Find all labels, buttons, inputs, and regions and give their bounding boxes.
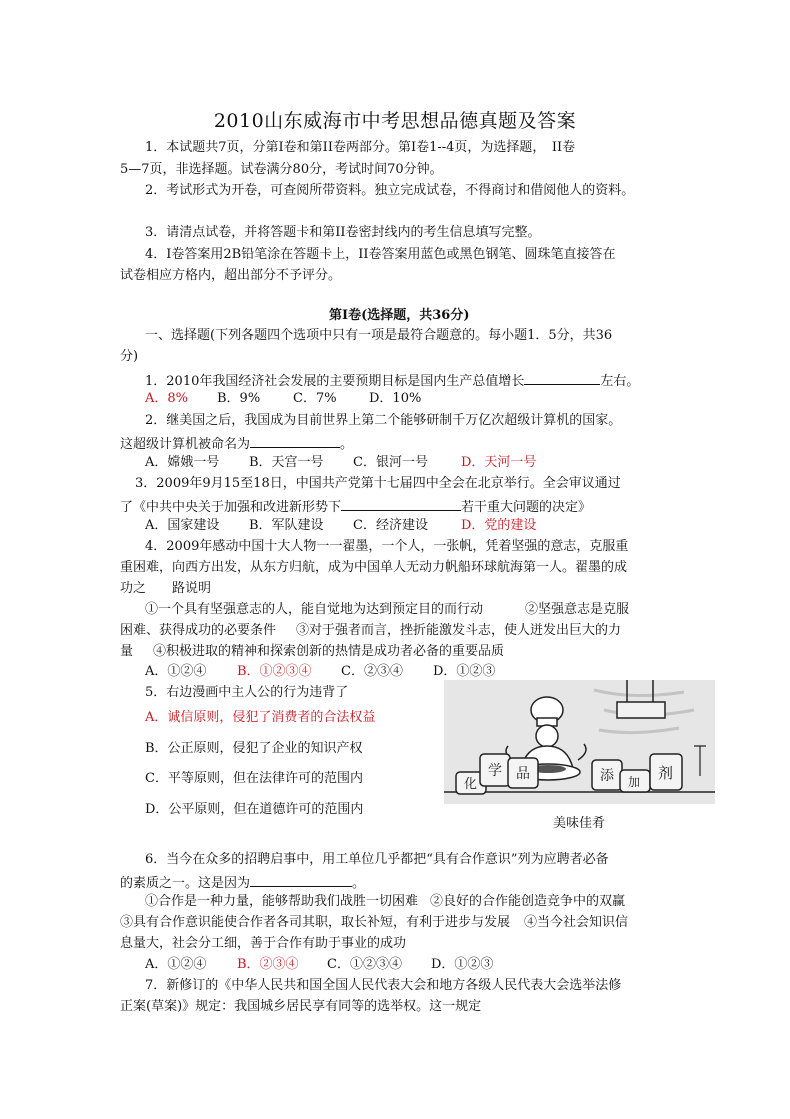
option-c: C．②③④: [341, 664, 403, 679]
question-4-items-line3: [120, 644, 504, 660]
question-3-stem-text: 了《中共中央关于加强和改进新形势下: [120, 500, 342, 515]
option-c: C．①②③④: [327, 957, 402, 972]
option-d: D．①②③: [433, 664, 496, 679]
statement-3: ③具有合作意识能使合作者各司其职，取长补短，有利于进步与发展: [120, 915, 511, 930]
question-6-stem-cont: [120, 873, 365, 892]
section-intro-cont: 分): [120, 349, 139, 364]
question-3-options: [145, 518, 536, 534]
cartoon-label-5: 加: [628, 775, 641, 789]
question-4-stem-2: 重困难，向西方出发，从东方归航，成为中国单人无动力帆船环球航海第一人。翟墨的成: [120, 560, 628, 575]
option-b: B．天宫一号: [249, 455, 324, 470]
instruction-2: 2．考试形式为开卷，可查阅所带资料。独立完成试卷，不得商讨和借阅他人的资料。: [145, 183, 635, 198]
question-1-stem: [145, 371, 639, 390]
cartoon-caption: 美味佳肴: [553, 816, 606, 831]
statement-4: ④积极进取的精神和探索创新的热情是成功者必备的重要品质: [153, 644, 505, 659]
option-a: A．①②④: [145, 664, 207, 679]
option-d: D．公平原则，但在道德许可的范围内: [145, 802, 364, 817]
question-6-stem: 6．当今在众多的招聘启事中，用工单位几乎都把“具有合作意识”列为应聘者必备: [145, 852, 609, 867]
question-4-items-line2: [120, 623, 621, 639]
answer-blank: [250, 873, 352, 887]
answer-blank: [250, 434, 340, 448]
cartoon-illustration: [444, 680, 715, 804]
option-a: A．国家建设: [145, 518, 220, 533]
option-c: C．平等原则，但在法律许可的范围内: [145, 771, 363, 786]
statement-1: ①合作是一种力量，能够帮助我们战胜一切困难: [145, 894, 419, 909]
question-6-items-line3: 息量大，社会分工细，善于合作有助于事业的成功: [120, 936, 407, 951]
answer-blank: [524, 371, 600, 385]
question-6-stem-end: 。: [352, 876, 366, 891]
question-6-stem-text: 的素质之一。这是因为: [120, 876, 251, 891]
question-2-stem-cont: [120, 434, 353, 453]
option-c: C．银河一号: [353, 455, 428, 470]
statement-2: ②坚强意志是克服: [525, 602, 630, 617]
question-3-stem-end: 若干重大问题的决定》: [461, 500, 592, 515]
question-6-items-line2: [120, 915, 628, 931]
instruction-4: 4．I卷答案用2B铅笔涂在答题卡上，II卷答案用蓝色或黑色钢笔、圆珠笔直接答在: [145, 247, 616, 262]
option-c: C．7%: [293, 391, 337, 406]
section-title: 第Ⅰ卷(选择题，共36分): [329, 308, 470, 323]
option-d: D．天河一号: [461, 455, 537, 470]
statement-3-cont: 量: [120, 644, 134, 659]
instruction-1-cont: 5—7页，非选择题。试卷满分80分，考试时间70分钟。: [120, 162, 443, 177]
cartoon-label-2: 学: [488, 763, 502, 779]
option-b: B．①②③④: [237, 664, 312, 679]
question-4-stem-3: 功之 路说明: [120, 581, 212, 596]
question-3-stem-cont: [120, 497, 591, 516]
statement-1: ①一个具有坚强意志的人，能自觉地为达到预定目的而行动: [145, 602, 484, 617]
cartoon-label-3: 品: [516, 766, 530, 782]
statement-4: ④当今社会知识信: [524, 915, 629, 930]
question-4-options: [145, 664, 495, 680]
question-1-stem-end: 左右。: [600, 374, 640, 389]
question-5-stem: 5．右边漫画中主人公的行为违背了: [145, 685, 349, 700]
option-b: B．9%: [217, 391, 261, 406]
cartoon-label-6: 剂: [658, 764, 674, 782]
option-a: A．①②④: [145, 957, 207, 972]
question-4-items-line1: [145, 602, 629, 618]
cartoon-label-1: 化: [464, 777, 478, 792]
question-2-options: [145, 455, 536, 471]
answer-blank: [341, 497, 461, 511]
statement-3: ③对于强者而言，挫折能激发斗志，使人迸发出巨大的力: [296, 623, 622, 638]
option-c: C．经济建设: [353, 518, 428, 533]
statement-2: ②良好的合作能创造竞争中的双赢: [430, 894, 626, 909]
option-d: D．①②③: [431, 957, 494, 972]
instruction-3: 3．请清点试卷，并将答题卡和第II卷密封线内的考生信息填写完整。: [145, 225, 541, 240]
question-2-stem-text: 这超级计算机被命名为: [120, 437, 251, 452]
statement-2-cont: 困难、获得成功的必要条件: [120, 623, 277, 638]
option-b: B．军队建设: [249, 518, 324, 533]
option-a: A．8%: [145, 391, 189, 406]
option-a: A．诚信原则，侵犯了消费者的合法权益: [145, 710, 376, 725]
instruction-1: 1．本试题共7页，分第Ⅰ卷和第II卷两部分。第Ⅰ卷1--4页，为选择题， II卷: [145, 140, 576, 155]
cartoon-image: [444, 680, 715, 804]
question-1-options: [145, 391, 421, 407]
question-4-stem: 4．2009年感动中国十大人物一一翟墨，一个人，一张帆，凭着坚强的意志，克服重: [145, 539, 629, 554]
cartoon-label-4: 添: [600, 768, 614, 784]
question-2-stem: 2．继美国之后，我国成为目前世界上第二个能够研制千万亿次超级计算机的国家。: [145, 413, 622, 428]
option-b: B．②③④: [237, 957, 299, 972]
page-title: 2010山东威海市中考思想品德真题及答案: [213, 110, 577, 132]
question-3-stem: 3．2009年9月15至18日，中国共产党第十七届四中全会在北京举行。全会审议通过: [135, 476, 621, 491]
option-b: B．公正原则，侵犯了企业的知识产权: [145, 741, 363, 756]
option-d: D．党的建设: [461, 518, 537, 533]
instruction-4-cont: 试卷相应方格内，超出部分不予评分。: [120, 268, 342, 283]
question-7-stem: 7．新修订的《中华人民共和国全国人民代表大会和地方各级人民代表大会选举法修: [145, 978, 622, 993]
section-intro: 一、选择题(下列各题四个选项中只有一项是最符合题意的。每小题1．5分，共36: [145, 328, 613, 343]
question-6-options: [145, 957, 493, 973]
question-7-stem-cont: 正案(草案)》规定：我国城乡居民享有同等的选举权。这一规定: [120, 999, 482, 1014]
question-1-stem-text: 1．2010年我国经济社会发展的主要预期目标是国内生产总值增长: [145, 374, 525, 389]
question-6-items-line1: [145, 894, 625, 910]
option-d: D．10%: [369, 391, 422, 406]
option-a: A．嫦娥一号: [145, 455, 220, 470]
question-2-stem-end: 。: [340, 437, 354, 452]
